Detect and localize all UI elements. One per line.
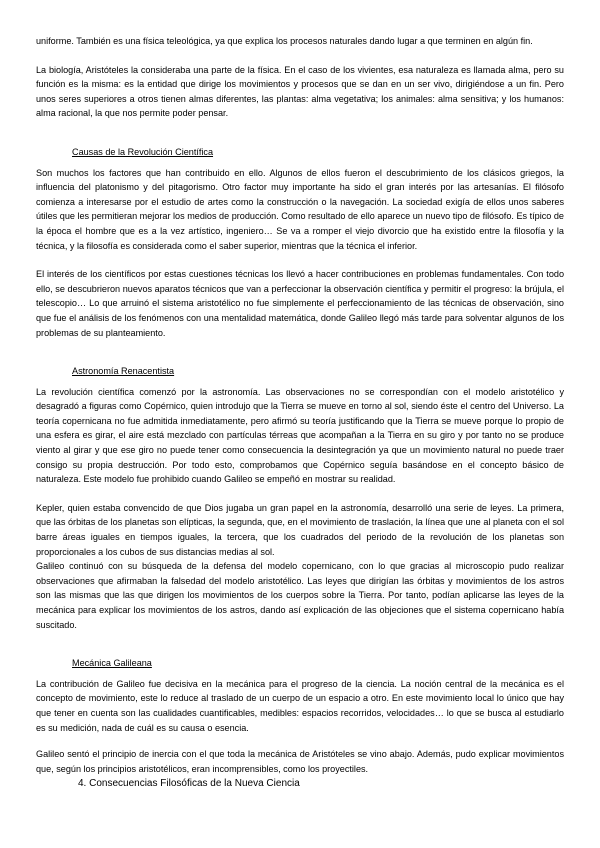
heading-causes-scientific-revolution: Causas de la Revolución Científica: [72, 146, 214, 157]
paragraph-teleological-physics: uniforme. También es una física teleológica, ya que explica los procesos naturales dando lugar a que terminen en algún fin.: [36, 36, 533, 46]
paragraph-kepler: Kepler, quien estaba convencido de que Dios jugaba un gran papel en la astronomía, desarrolló una serie de leyes. La primera, que las órbitas de los planetas son elípticas, la segunda, que, en el movimiento de traslación, la línea que une al planeta con el sol barre áreas iguales en tiempos iguales, la tercera, que los cuadrados del periodo de la revolución de los planetas son proporcionales a los cubos de sus distancias medias al sol.: [36, 502, 564, 557]
paragraph-copernicus: La revolución científica comenzó por la astronomía. Las observaciones no se correspondían con el modelo aristotélico y desagradó a figuras como Copérnico, quien introdujo que la Tierra se mueve en torno al sol, siendo éste el centro del Universo. La teoría copernicana no fue admitida inmediatamente, pero afirmó su teoría justificando que la Tierra se mueve porque lo propio de una esfera es girar, el aire está mezclado con partículas térreas que acompañan a la Tierra en su giro y por tanto no se produce viento al girar y que ese giro no puede tener como consecuencia la desintegración ya que un movimiento natural no puede traer consigo su propia destrucción. Por todo esto, comprobamos que Copérnico seguía basándose en el concepto básico de naturaleza. Este modelo fue prohibido cuando Galileo se empeñó en mostrar su realidad.: [36, 386, 564, 485]
paragraph-inertia: Galileo sentó el principio de inercia con el que toda la mecánica de Aristóteles se vino abajo. Además, pudo explicar movimientos que, según los principios aristotélicos, eran incomprensibles, como los proyectiles.: [36, 749, 564, 774]
heading-galilean-mechanics: Mecánica Galileana: [72, 658, 152, 669]
heading-renaissance-astronomy: Astronomía Renacentista: [72, 366, 175, 377]
paragraph-technical-interest: El interés de los científicos por estas cuestiones técnicas los llevó a hacer contribuciones en problemas fundamentales. Con todo ello, se descubrieron nuevos aparatos técnicos que van a perfeccionar la observación científica y permitir el progreso: la brújula, el telescopio… Lo que arruinó el sistema aristotélico no fue simplemente el perfeccionamiento de las técnicas de observación, sino que fue el análisis de los fenómenos con una mentalidad matemática, donde Galileo llegó más tarde para solventar algunos de los problemas de su planteamiento.: [36, 269, 564, 338]
paragraph-galileo-copernican: Galileo continuó con su búsqueda de la defensa del modelo copernicano, con lo que gracias al microscopio pudo realizar observaciones que afirmaban la falsedad del modelo aristotélico. Las leyes que dirigían las órbitas y movimientos de los astros son las mismas que las que dirigen los movimientos de los cuerpos sobre la Tierra. Por tanto, podían aplicarse las leyes de la mecánica para explicar los movimientos de los astros, dando así explicación de las objeciones que el sistema copernicano había suscitado.: [36, 561, 564, 630]
paragraph-galileo-mechanics: La contribución de Galileo fue decisiva en la mecánica para el progreso de la ciencia. La noción central de la mecánica es el concepto de movimiento, este lo reduce al traslado de un cuerpo de un espacio a otro. En este movimiento local lo único que hay que tener en cuenta son las cualidades cuantificables, medibles: espacios recorridos, velocidades… lo que se busca al estudiarlo es su medición, nada de cuál es su causa o esencia.: [36, 678, 564, 733]
heading-philosophical-consequences: 4. Consecuencias Filosóficas de la Nueva Ciencia: [78, 778, 300, 790]
paragraph-biology: La biología, Aristóteles la consideraba una parte de la física. En el caso de los vivientes, esa naturaleza es llamada alma, pero su función es la misma: es la entidad que dirige los movimientos y procesos que se dan en un ser vivo, dirigiéndose a un fin. Pero unos seres superiores a otros tienen almas diferentes, las plantas: alma vegetativa; los animales: alma sensitiva; y los humanos: alma racional, la que nos permite poder pensar.: [36, 64, 564, 119]
document-page: [36, 34, 564, 792]
paragraph-factors: Son muchos los factores que han contribuido en ello. Algunos de ellos fueron el descubrimiento de los clásicos griegos, la influencia del platonismo y del pitagorismo. Otro factor muy importante ha sido el gran interés por las artesanías. El filósofo comienza a interesarse por el estudio de artes como la construcción o la navegación. La sociedad exigía de ellos unos saberes útiles que les permitieran mejorar los medios de producción. Como resultado de ello aparece un nuevo tipo de filósofo. Es típico de la época el hombre que es a la vez artístico, ingeniero… Se va a romper el viejo divorcio que ha existido entre la filosofía y la técnica, y la filosofía es considerada como el saber superior, mientras que la técnica el inferior.: [36, 167, 564, 251]
